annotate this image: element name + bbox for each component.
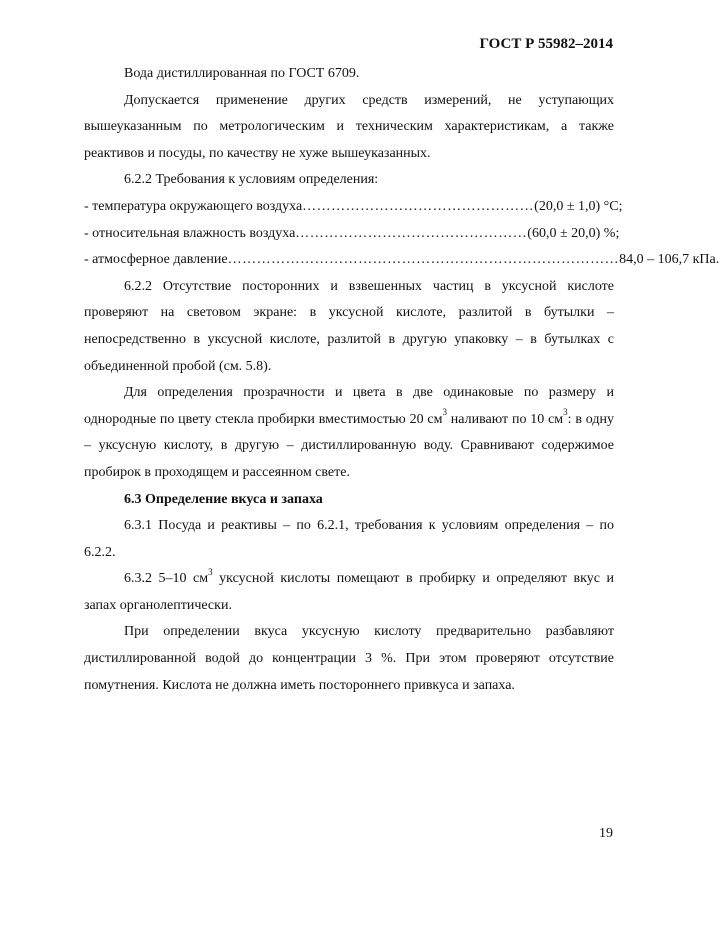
condition-temperature <box>84 194 623 221</box>
text-segment: 6.3.2 5–10 см <box>124 571 209 587</box>
section-heading: 6.3 Определение вкуса и запаха <box>124 491 323 507</box>
standard-code-header: ГОСТ Р 55982–2014 <box>479 36 613 52</box>
superscript-3: 3 <box>563 407 568 418</box>
condition-value: (60,0 ± 20,0) %; <box>527 225 620 241</box>
paragraph-water: Вода дистиллированная по ГОСТ 6709. <box>124 66 360 81</box>
body-text <box>84 61 719 699</box>
paragraph-requirements-heading: 6.2.2 Требования к условиям определения: <box>124 172 379 188</box>
paragraph-taste: При определении вкуса уксусную кислоту предварительно разбавляют дистиллированной водой до концентрации 3 %. При этом проверяют отсутствие помутнения. Кислота не должна иметь постороннего привкуса и запаха. <box>84 624 614 693</box>
paragraph-6-3-2 <box>84 566 614 619</box>
condition-value: 84,0 – 106,7 кПа. <box>619 252 719 268</box>
dot-leader: ………………………………………… <box>295 225 528 241</box>
text-segment: наливают по 10 см <box>446 411 564 427</box>
text-segment: уксусной кислоты помещают в пробирку и определяют вкус и запах органолептически. <box>84 571 614 613</box>
superscript-3: 3 <box>208 566 213 577</box>
paragraph-absence-of-particles: 6.2.2 Отсутствие посторонних и взвешенных частиц в уксусной кислоте проверяют на световом экране: в уксусной кислоте, разлитой в бутылки – непосредственно в уксусной кислоте, разлитой в другую упаковку – в бутылках с объединенной пробой (см. 5.8). <box>84 278 614 374</box>
paragraph-6-3-1: 6.3.1 Посуда и реактивы – по 6.2.1, требования к условиям определения – по 6.2.2. <box>84 518 614 560</box>
condition-humidity <box>84 221 620 248</box>
paragraph-clarity-color <box>84 380 614 486</box>
dot-leader: ……………………………………………………………………… <box>227 252 620 268</box>
condition-pressure <box>84 247 719 274</box>
text-segment: : в одну – уксусную кислоту, в другую – дистиллированную воду. Сравнивают содержимое пробирок в проходящем и рассеянном свете. <box>84 411 615 480</box>
page-number: 19 <box>599 826 613 841</box>
condition-label: - температура окружающего воздуха <box>84 198 303 214</box>
condition-label: - атмосферное давление <box>84 252 228 268</box>
dot-leader: ………………………………………… <box>302 198 535 214</box>
condition-label: - относительная влажность воздуха <box>84 225 296 241</box>
text-segment: Для определения прозрачности и цвета в две одинаковые по размеру и однородные по цвету стекла пробирки вместимостью 20 см <box>84 385 614 427</box>
paragraph-allowed: Допускается применение других средств измерений, не уступающих вышеуказанным по метрологическим и техническим характеристикам, а также реактивов и посуды, по качеству не хуже вышеуказанных. <box>84 92 614 161</box>
superscript-3: 3 <box>442 407 447 418</box>
condition-value: (20,0 ± 1,0) °С; <box>534 198 623 214</box>
